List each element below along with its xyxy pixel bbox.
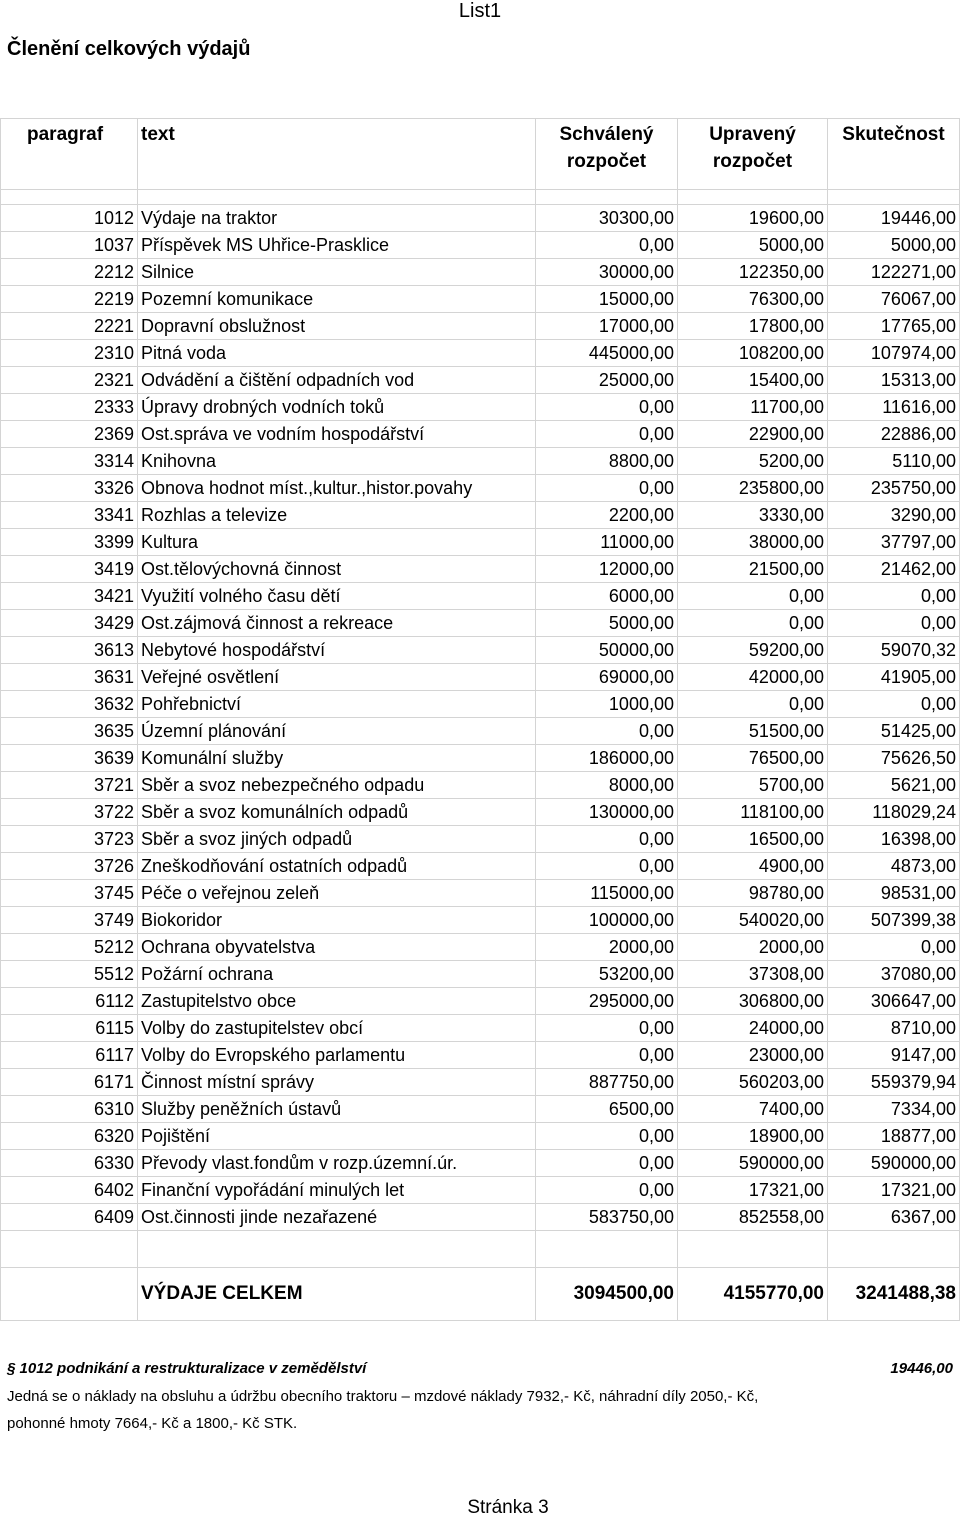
row-approved: 53200,00 [536, 961, 678, 988]
row-paragraf: 2221 [1, 313, 138, 340]
row-text: Volby do Evropského parlamentu [138, 1042, 536, 1069]
total-adjusted: 4155770,00 [678, 1268, 828, 1321]
row-paragraf: 3639 [1, 745, 138, 772]
row-approved: 130000,00 [536, 799, 678, 826]
table-row [1, 502, 960, 529]
row-paragraf: 5212 [1, 934, 138, 961]
row-text: Komunální služby [138, 745, 536, 772]
row-actual: 17321,00 [828, 1177, 960, 1204]
row-paragraf: 6330 [1, 1150, 138, 1177]
table-row [1, 313, 960, 340]
table-row [1, 1204, 960, 1231]
row-approved: 30300,00 [536, 205, 678, 232]
row-text: Péče o veřejnou zeleň [138, 880, 536, 907]
row-adjusted: 76500,00 [678, 745, 828, 772]
row-text: Výdaje na traktor [138, 205, 536, 232]
table-row [1, 286, 960, 313]
row-actual: 122271,00 [828, 259, 960, 286]
total-label: VÝDAJE CELKEM [138, 1268, 536, 1321]
row-adjusted: 5200,00 [678, 448, 828, 475]
row-adjusted: 3330,00 [678, 502, 828, 529]
row-paragraf: 1012 [1, 205, 138, 232]
row-text: Finanční vypořádání minulých let [138, 1177, 536, 1204]
row-paragraf: 3723 [1, 826, 138, 853]
row-approved: 6500,00 [536, 1096, 678, 1123]
table-row [1, 1150, 960, 1177]
row-approved: 5000,00 [536, 610, 678, 637]
row-paragraf: 2212 [1, 259, 138, 286]
row-approved: 0,00 [536, 232, 678, 259]
row-actual: 0,00 [828, 583, 960, 610]
table-row [1, 637, 960, 664]
row-paragraf: 3326 [1, 475, 138, 502]
row-adjusted: 59200,00 [678, 637, 828, 664]
row-actual: 5000,00 [828, 232, 960, 259]
total-row [1, 1268, 960, 1321]
row-text: Biokoridor [138, 907, 536, 934]
row-approved: 8000,00 [536, 772, 678, 799]
row-paragraf: 2219 [1, 286, 138, 313]
page-footer: Stránka 3 [467, 1497, 549, 1518]
row-paragraf: 3399 [1, 529, 138, 556]
table-row [1, 556, 960, 583]
note-line-2: pohonné hmoty 7664,- Kč a 1800,- Kč STK. [7, 1415, 298, 1432]
table-row [1, 691, 960, 718]
row-text: Rozhlas a televize [138, 502, 536, 529]
row-adjusted: 19600,00 [678, 205, 828, 232]
table-row [1, 367, 960, 394]
row-paragraf: 1037 [1, 232, 138, 259]
row-actual: 98531,00 [828, 880, 960, 907]
row-approved: 0,00 [536, 394, 678, 421]
row-actual: 37080,00 [828, 961, 960, 988]
row-adjusted: 108200,00 [678, 340, 828, 367]
row-adjusted: 22900,00 [678, 421, 828, 448]
row-text: Odvádění a čištění odpadních vod [138, 367, 536, 394]
row-actual: 0,00 [828, 691, 960, 718]
row-text: Obnova hodnot míst.,kultur.,histor.povahy [138, 475, 536, 502]
row-paragraf: 3631 [1, 664, 138, 691]
row-approved: 0,00 [536, 718, 678, 745]
row-actual: 59070,32 [828, 637, 960, 664]
table-row [1, 961, 960, 988]
row-text: Dopravní obslužnost [138, 313, 536, 340]
row-actual: 7334,00 [828, 1096, 960, 1123]
row-actual: 4873,00 [828, 853, 960, 880]
spacer-row [1, 1231, 960, 1268]
row-adjusted: 17321,00 [678, 1177, 828, 1204]
table-row [1, 205, 960, 232]
row-text: Ost.tělovýchovná činnost [138, 556, 536, 583]
note-title-text: § 1012 podnikání a restrukturalizace v zemědělství [7, 1360, 367, 1377]
row-adjusted: 51500,00 [678, 718, 828, 745]
row-approved: 583750,00 [536, 1204, 678, 1231]
row-text: Úpravy drobných vodních toků [138, 394, 536, 421]
row-text: Ost.zájmová činnost a rekreace [138, 610, 536, 637]
note-title [7, 1360, 957, 1377]
table-row [1, 1096, 960, 1123]
row-paragraf: 3745 [1, 880, 138, 907]
row-paragraf: 6171 [1, 1069, 138, 1096]
row-adjusted: 540020,00 [678, 907, 828, 934]
row-actual: 75626,50 [828, 745, 960, 772]
total-approved: 3094500,00 [536, 1268, 678, 1321]
row-actual: 15313,00 [828, 367, 960, 394]
row-paragraf: 3635 [1, 718, 138, 745]
sheet-name: List1 [458, 0, 502, 22]
row-actual: 590000,00 [828, 1150, 960, 1177]
row-approved: 2000,00 [536, 934, 678, 961]
row-approved: 0,00 [536, 853, 678, 880]
row-actual: 22886,00 [828, 421, 960, 448]
table-row [1, 394, 960, 421]
row-actual: 19446,00 [828, 205, 960, 232]
row-approved: 186000,00 [536, 745, 678, 772]
row-actual: 18877,00 [828, 1123, 960, 1150]
header-actual: Skutečnost [828, 119, 960, 190]
row-actual: 559379,94 [828, 1069, 960, 1096]
row-actual: 306647,00 [828, 988, 960, 1015]
row-text: Územní plánování [138, 718, 536, 745]
row-paragraf: 3721 [1, 772, 138, 799]
row-adjusted: 7400,00 [678, 1096, 828, 1123]
row-actual: 5621,00 [828, 772, 960, 799]
row-text: Ochrana obyvatelstva [138, 934, 536, 961]
total-actual: 3241488,38 [828, 1268, 960, 1321]
row-actual: 3290,00 [828, 502, 960, 529]
row-adjusted: 5700,00 [678, 772, 828, 799]
row-adjusted: 17800,00 [678, 313, 828, 340]
row-actual: 0,00 [828, 934, 960, 961]
table-row [1, 718, 960, 745]
row-approved: 0,00 [536, 1123, 678, 1150]
row-actual: 118029,24 [828, 799, 960, 826]
row-actual: 41905,00 [828, 664, 960, 691]
row-paragraf: 2369 [1, 421, 138, 448]
row-approved: 0,00 [536, 1042, 678, 1069]
row-actual: 107974,00 [828, 340, 960, 367]
row-adjusted: 590000,00 [678, 1150, 828, 1177]
row-approved: 0,00 [536, 1150, 678, 1177]
row-approved: 100000,00 [536, 907, 678, 934]
table-row [1, 259, 960, 286]
table-row [1, 1042, 960, 1069]
row-adjusted: 4900,00 [678, 853, 828, 880]
table-header [1, 119, 960, 190]
row-adjusted: 0,00 [678, 610, 828, 637]
row-text: Zneškodňování ostatních odpadů [138, 853, 536, 880]
table-row [1, 340, 960, 367]
row-text: Využití volného času dětí [138, 583, 536, 610]
row-paragraf: 6320 [1, 1123, 138, 1150]
row-actual: 37797,00 [828, 529, 960, 556]
row-text: Požární ochrana [138, 961, 536, 988]
row-paragraf: 5512 [1, 961, 138, 988]
table-row [1, 988, 960, 1015]
row-approved: 12000,00 [536, 556, 678, 583]
row-text: Pohřebnictví [138, 691, 536, 718]
row-paragraf: 3613 [1, 637, 138, 664]
row-approved: 0,00 [536, 826, 678, 853]
row-approved: 445000,00 [536, 340, 678, 367]
table-row [1, 610, 960, 637]
row-actual: 16398,00 [828, 826, 960, 853]
row-approved: 2200,00 [536, 502, 678, 529]
row-paragraf: 6115 [1, 1015, 138, 1042]
page-title: Členění celkových výdajů [7, 38, 251, 60]
row-text: Služby peněžních ústavů [138, 1096, 536, 1123]
row-adjusted: 16500,00 [678, 826, 828, 853]
spacer-row [1, 190, 960, 205]
row-adjusted: 11700,00 [678, 394, 828, 421]
row-adjusted: 5000,00 [678, 232, 828, 259]
row-approved: 69000,00 [536, 664, 678, 691]
row-text: Zastupitelstvo obce [138, 988, 536, 1015]
row-adjusted: 560203,00 [678, 1069, 828, 1096]
table-row [1, 907, 960, 934]
header-text: text [138, 119, 536, 190]
table-row [1, 745, 960, 772]
row-paragraf: 2310 [1, 340, 138, 367]
row-paragraf: 3429 [1, 610, 138, 637]
row-text: Činnost místní správy [138, 1069, 536, 1096]
row-text: Silnice [138, 259, 536, 286]
row-actual: 17765,00 [828, 313, 960, 340]
row-paragraf: 6117 [1, 1042, 138, 1069]
table-row [1, 232, 960, 259]
row-adjusted: 2000,00 [678, 934, 828, 961]
table-row [1, 475, 960, 502]
row-text: Veřejné osvětlení [138, 664, 536, 691]
row-actual: 507399,38 [828, 907, 960, 934]
row-approved: 17000,00 [536, 313, 678, 340]
row-approved: 115000,00 [536, 880, 678, 907]
table-row [1, 799, 960, 826]
row-paragraf: 3722 [1, 799, 138, 826]
row-approved: 0,00 [536, 1177, 678, 1204]
row-approved: 887750,00 [536, 1069, 678, 1096]
row-adjusted: 42000,00 [678, 664, 828, 691]
table-row [1, 448, 960, 475]
row-approved: 30000,00 [536, 259, 678, 286]
table-row [1, 1123, 960, 1150]
header-adjusted: Upravený rozpočet [678, 119, 828, 190]
expenditure-table [0, 118, 960, 1321]
row-text: Příspěvek MS Uhřice-Prasklice [138, 232, 536, 259]
row-actual: 9147,00 [828, 1042, 960, 1069]
row-approved: 11000,00 [536, 529, 678, 556]
row-actual: 8710,00 [828, 1015, 960, 1042]
row-paragraf: 3421 [1, 583, 138, 610]
row-paragraf: 3314 [1, 448, 138, 475]
table-row [1, 853, 960, 880]
row-approved: 15000,00 [536, 286, 678, 313]
row-paragraf: 3341 [1, 502, 138, 529]
row-adjusted: 76300,00 [678, 286, 828, 313]
row-adjusted: 15400,00 [678, 367, 828, 394]
row-text: Pitná voda [138, 340, 536, 367]
table-row [1, 1177, 960, 1204]
row-adjusted: 21500,00 [678, 556, 828, 583]
header-approved: Schválený rozpočet [536, 119, 678, 190]
row-adjusted: 98780,00 [678, 880, 828, 907]
table-row [1, 1015, 960, 1042]
table-row [1, 1069, 960, 1096]
row-text: Sběr a svoz nebezpečného odpadu [138, 772, 536, 799]
row-actual: 5110,00 [828, 448, 960, 475]
row-text: Kultura [138, 529, 536, 556]
table-row [1, 934, 960, 961]
row-adjusted: 306800,00 [678, 988, 828, 1015]
row-approved: 8800,00 [536, 448, 678, 475]
row-adjusted: 24000,00 [678, 1015, 828, 1042]
row-approved: 0,00 [536, 421, 678, 448]
row-adjusted: 235800,00 [678, 475, 828, 502]
row-text: Sběr a svoz komunálních odpadů [138, 799, 536, 826]
row-actual: 0,00 [828, 610, 960, 637]
row-adjusted: 852558,00 [678, 1204, 828, 1231]
row-paragraf: 3419 [1, 556, 138, 583]
row-text: Ost.správa ve vodním hospodářství [138, 421, 536, 448]
row-actual: 6367,00 [828, 1204, 960, 1231]
row-approved: 1000,00 [536, 691, 678, 718]
header-paragraf: paragraf [1, 119, 138, 190]
table-row [1, 772, 960, 799]
note-value: 19446,00 [890, 1360, 953, 1377]
row-text: Nebytové hospodářství [138, 637, 536, 664]
row-text: Pozemní komunikace [138, 286, 536, 313]
row-actual: 11616,00 [828, 394, 960, 421]
table-row [1, 583, 960, 610]
row-adjusted: 0,00 [678, 691, 828, 718]
table-row [1, 529, 960, 556]
row-adjusted: 38000,00 [678, 529, 828, 556]
row-paragraf: 6402 [1, 1177, 138, 1204]
table-row [1, 826, 960, 853]
row-paragraf: 6112 [1, 988, 138, 1015]
table-row [1, 880, 960, 907]
row-text: Knihovna [138, 448, 536, 475]
row-adjusted: 23000,00 [678, 1042, 828, 1069]
row-text: Sběr a svoz jiných odpadů [138, 826, 536, 853]
row-paragraf: 3749 [1, 907, 138, 934]
row-paragraf: 2333 [1, 394, 138, 421]
table-row [1, 421, 960, 448]
row-approved: 0,00 [536, 1015, 678, 1042]
row-adjusted: 37308,00 [678, 961, 828, 988]
row-actual: 21462,00 [828, 556, 960, 583]
table-row [1, 664, 960, 691]
row-approved: 6000,00 [536, 583, 678, 610]
row-adjusted: 0,00 [678, 583, 828, 610]
row-adjusted: 118100,00 [678, 799, 828, 826]
row-text: Pojištění [138, 1123, 536, 1150]
row-paragraf: 6409 [1, 1204, 138, 1231]
row-text: Volby do zastupitelstev obcí [138, 1015, 536, 1042]
row-text: Převody vlast.fondům v rozp.územní.úr. [138, 1150, 536, 1177]
row-approved: 50000,00 [536, 637, 678, 664]
row-paragraf: 6310 [1, 1096, 138, 1123]
row-adjusted: 18900,00 [678, 1123, 828, 1150]
row-actual: 51425,00 [828, 718, 960, 745]
row-paragraf: 3726 [1, 853, 138, 880]
row-approved: 295000,00 [536, 988, 678, 1015]
row-paragraf: 3632 [1, 691, 138, 718]
note-line-1: Jedná se o náklady na obsluhu a údržbu obecního traktoru – mzdové náklady 7932,- Kč, náhradní díly 2050,- Kč, [7, 1388, 759, 1405]
row-actual: 76067,00 [828, 286, 960, 313]
row-approved: 0,00 [536, 475, 678, 502]
row-approved: 25000,00 [536, 367, 678, 394]
row-actual: 235750,00 [828, 475, 960, 502]
row-adjusted: 122350,00 [678, 259, 828, 286]
row-text: Ost.činnosti jinde nezařazené [138, 1204, 536, 1231]
row-paragraf: 2321 [1, 367, 138, 394]
